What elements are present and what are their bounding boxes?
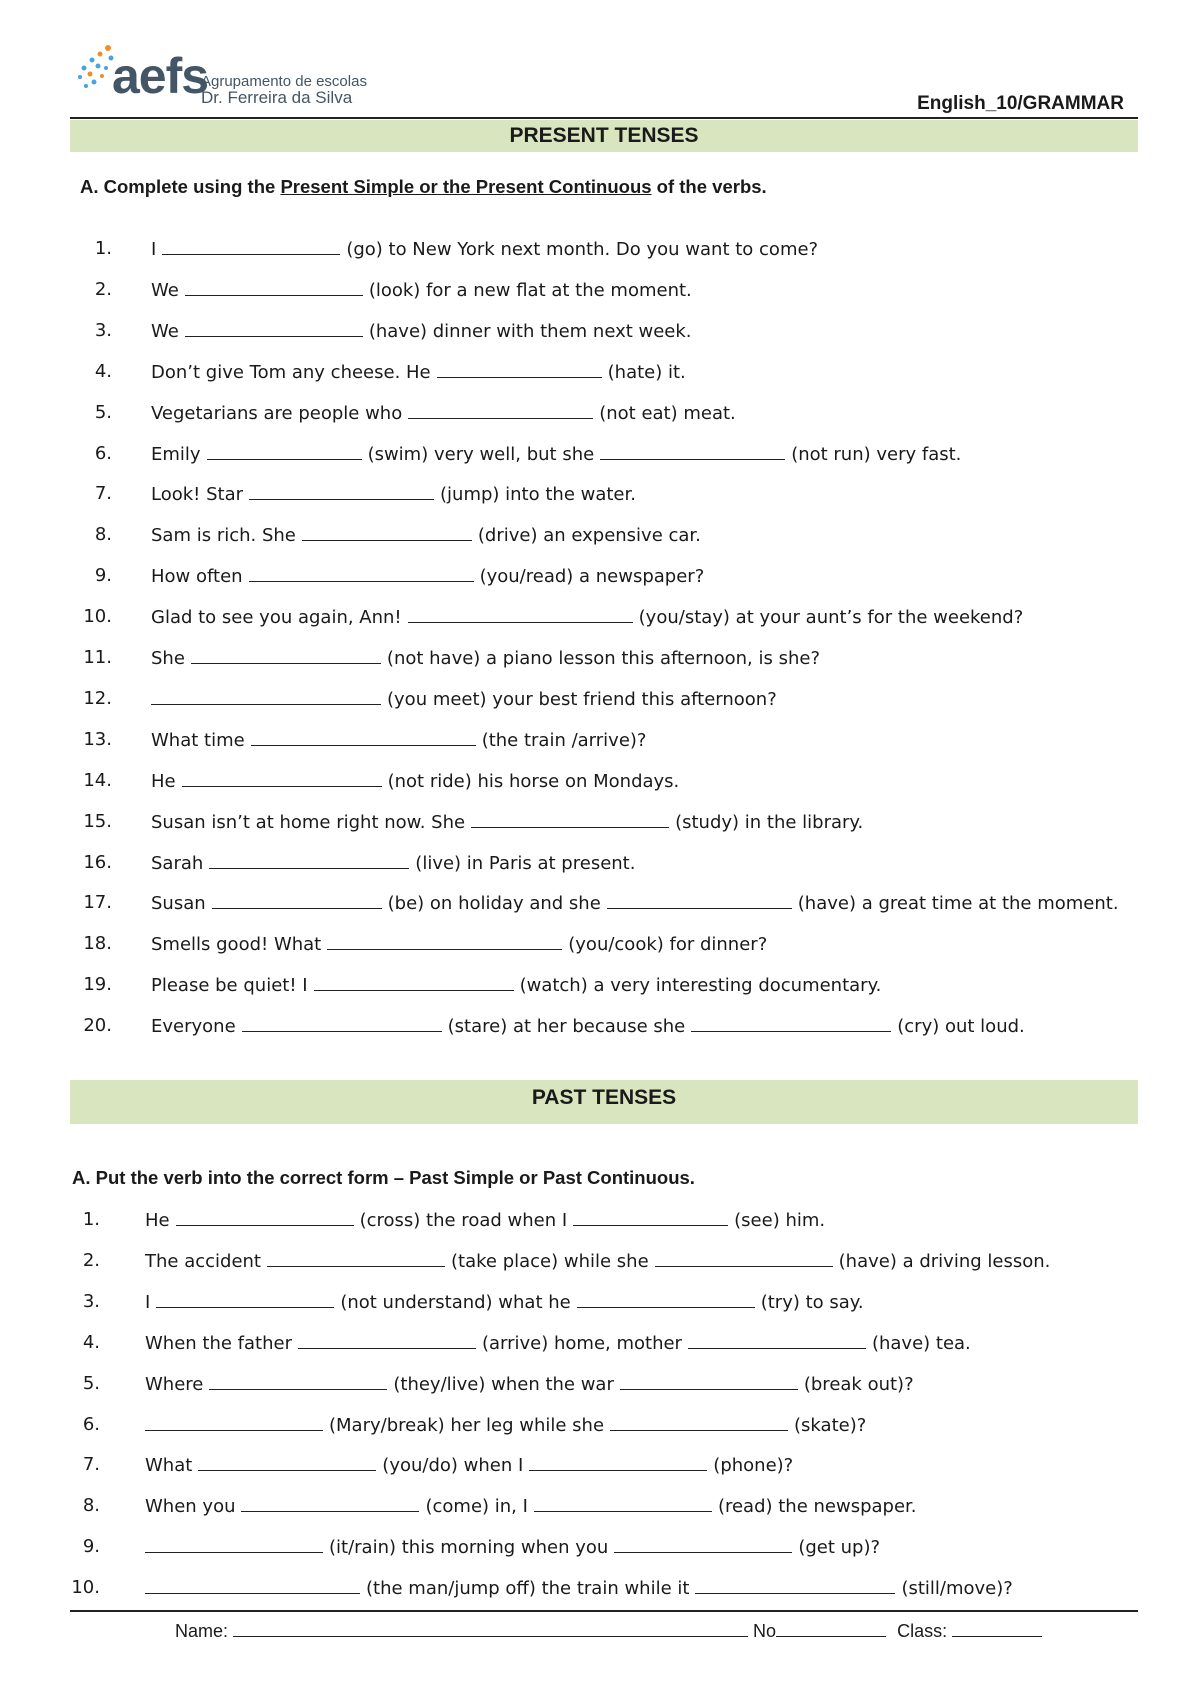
item-phrase: (read) the newspaper.: [717, 1496, 917, 1518]
item-phrase: Sam is rich. She: [151, 525, 296, 547]
answer-blank[interactable]: [145, 1535, 323, 1553]
answer-blank[interactable]: [573, 1208, 728, 1226]
name-field[interactable]: [233, 1618, 748, 1637]
answer-blank[interactable]: [408, 401, 593, 419]
answer-blank[interactable]: [437, 360, 602, 378]
item-text: [151, 401, 736, 426]
answer-blank[interactable]: [185, 278, 363, 296]
item-phrase: (phone)?: [713, 1455, 794, 1477]
item-text: [145, 1331, 971, 1356]
item-text: [151, 932, 767, 957]
item-phrase: (cross) the road when I: [359, 1210, 568, 1231]
course-label: English_10/GRAMMAR: [917, 93, 1124, 114]
item-text: [151, 810, 863, 835]
item-phrase: (stare) at her because she: [447, 1016, 686, 1038]
present-section-band: [70, 120, 1138, 152]
item-number: 17.: [83, 892, 112, 914]
item-text: [151, 769, 679, 794]
answer-blank[interactable]: [151, 687, 381, 705]
item-phrase: Please be quiet! I: [151, 975, 308, 997]
item-number: 3.: [82, 1290, 100, 1312]
item-phrase: We: [151, 320, 179, 342]
item-phrase: (watch) a very interesting documentary.: [519, 975, 882, 997]
item-phrase: Glad to see you again, Ann!: [151, 607, 402, 629]
item-phrase: I: [145, 1291, 151, 1313]
item-number: 6.: [82, 1413, 100, 1435]
item-number: 14.: [83, 769, 112, 791]
item-phrase: (not eat) meat.: [599, 402, 736, 424]
item-phrase: Everyone: [151, 1016, 236, 1038]
logo-wordmark: aefs: [112, 48, 209, 104]
item-text: [151, 237, 818, 262]
item-phrase: (have) a great time at the moment.: [797, 893, 1119, 915]
item-phrase: (you meet) your best friend this afternoon?: [387, 688, 777, 710]
item-number: 2.: [82, 1249, 100, 1271]
item-number: 6.: [94, 442, 112, 464]
item-phrase: Emily: [151, 443, 201, 465]
number-label: No: [753, 1621, 777, 1641]
item-text: [151, 442, 961, 467]
item-phrase: (study) in the library.: [675, 811, 864, 833]
answer-blank[interactable]: [241, 1494, 419, 1512]
item-phrase: Smells good! What: [151, 934, 322, 956]
school-logo: [78, 44, 367, 112]
item-number: 15.: [83, 810, 112, 832]
item-phrase: What: [145, 1455, 193, 1477]
item-number: 7.: [82, 1454, 100, 1476]
item-phrase: (live) in Paris at present.: [415, 852, 636, 874]
footer-rule: [70, 1610, 1138, 1612]
item-phrase: Susan isn’t at home right now. She: [151, 811, 466, 833]
item-phrase: (have) tea.: [871, 1332, 971, 1354]
answer-blank[interactable]: [212, 891, 382, 909]
item-phrase: (skate)?: [794, 1414, 867, 1436]
answer-blank[interactable]: [614, 1535, 792, 1553]
item-phrase: (you/do) when I: [382, 1455, 524, 1477]
item-text: [151, 1014, 1025, 1039]
item-phrase: Sarah: [151, 852, 204, 874]
item-number: 12.: [83, 687, 112, 709]
header-rule: [70, 117, 1138, 119]
item-phrase: (arrive) home, mother: [481, 1332, 682, 1354]
item-phrase: When the father: [145, 1332, 292, 1354]
item-number: 8.: [94, 524, 112, 546]
answer-blank[interactable]: [314, 973, 514, 991]
answer-blank[interactable]: [191, 646, 381, 664]
item-number: 2.: [94, 278, 112, 300]
item-text: [151, 605, 1023, 630]
item-phrase: (hate) it.: [607, 361, 686, 383]
item-phrase: (look) for a new flat at the moment.: [368, 279, 692, 301]
item-phrase: How often: [151, 566, 243, 588]
item-phrase: (not ride) his horse on Mondays.: [387, 770, 680, 792]
item-phrase: (break out)?: [803, 1373, 914, 1395]
answer-blank[interactable]: [620, 1372, 798, 1390]
item-phrase: What time: [151, 729, 245, 751]
answer-blank[interactable]: [534, 1494, 712, 1512]
item-number: 1.: [94, 238, 112, 259]
item-phrase: Look! Star: [151, 484, 244, 506]
answer-blank[interactable]: [156, 1290, 334, 1308]
present-section-title: PRESENT TENSES: [509, 124, 699, 147]
item-phrase: (you/read) a newspaper?: [479, 566, 705, 588]
item-number: 7.: [94, 483, 112, 505]
answer-blank[interactable]: [162, 237, 340, 255]
class-field[interactable]: [952, 1618, 1042, 1637]
number-field[interactable]: [776, 1618, 886, 1637]
answer-blank[interactable]: [145, 1413, 323, 1431]
item-text: [151, 564, 704, 589]
present-instruction: [80, 176, 767, 198]
item-text: [151, 278, 692, 303]
answer-blank[interactable]: [251, 728, 476, 746]
present-instruction-emphasis: Present Simple or the Present Continuous: [280, 176, 652, 197]
item-phrase: (Mary/break) her leg while she: [329, 1414, 605, 1436]
item-phrase: (you/stay) at your aunt’s for the weekend?: [638, 607, 1024, 629]
answer-blank[interactable]: [267, 1249, 445, 1267]
answer-blank[interactable]: [302, 523, 472, 541]
item-number: 9.: [94, 565, 112, 587]
answer-blank[interactable]: [610, 1413, 788, 1431]
past-section-band: [70, 1080, 1138, 1124]
item-phrase: We: [151, 279, 179, 301]
item-phrase: The accident: [145, 1250, 261, 1272]
item-number: 10.: [83, 606, 112, 628]
item-text: [145, 1413, 866, 1438]
item-phrase: (it/rain) this morning when you: [329, 1537, 609, 1559]
present-instruction-prefix: A. Complete using the: [80, 176, 281, 197]
item-number: 11.: [83, 647, 112, 668]
item-phrase: (be) on holiday and she: [387, 893, 601, 915]
item-phrase: He: [151, 770, 176, 792]
item-text: [151, 851, 635, 876]
item-phrase: (jump) into the water.: [440, 484, 636, 506]
logo-line-1: Agrupamento de escolas: [201, 73, 367, 90]
item-phrase: (drive) an expensive car.: [477, 525, 701, 547]
item-text: [151, 523, 701, 548]
item-text: [145, 1494, 917, 1519]
past-instruction: A. Put the verb into the correct form – Past Simple or Past Continuous.: [72, 1167, 695, 1188]
item-text: [151, 360, 686, 385]
item-number: 19.: [83, 974, 112, 996]
item-phrase: (you/cook) for dinner?: [568, 934, 768, 956]
item-phrase: (not understand) what he: [340, 1291, 571, 1313]
item-phrase: (swim) very well, but she: [367, 443, 595, 465]
item-phrase: I: [151, 239, 157, 260]
answer-blank[interactable]: [242, 1014, 442, 1032]
answer-blank[interactable]: [600, 442, 785, 460]
item-number: 13.: [83, 728, 112, 750]
item-number: 3.: [94, 319, 112, 341]
present-instruction-suffix: of the verbs.: [651, 176, 767, 197]
item-phrase: (go) to New York next month. Do you want to come?: [346, 239, 819, 260]
item-phrase: (the man/jump off) the train while it: [366, 1578, 690, 1600]
item-phrase: (still/move)?: [901, 1578, 1013, 1600]
answer-blank[interactable]: [207, 442, 362, 460]
item-text: [151, 973, 881, 998]
item-text: [151, 319, 692, 344]
item-number: 16.: [83, 851, 112, 873]
answer-blank[interactable]: [691, 1014, 891, 1032]
item-text: [151, 482, 636, 507]
item-phrase: (not run) very fast.: [791, 443, 962, 465]
item-phrase: (have) a driving lesson.: [838, 1250, 1051, 1272]
item-phrase: (get up)?: [798, 1537, 881, 1559]
answer-blank[interactable]: [327, 932, 562, 950]
answer-blank[interactable]: [471, 810, 669, 828]
answer-blank[interactable]: [249, 482, 434, 500]
answer-blank[interactable]: [655, 1249, 833, 1267]
answer-blank[interactable]: [577, 1290, 755, 1308]
item-phrase: (not have) a piano lesson this afternoon, is she?: [386, 648, 821, 669]
item-phrase: When you: [145, 1496, 236, 1518]
item-text: [151, 728, 646, 753]
item-text: [145, 1453, 793, 1478]
item-number: 1.: [82, 1209, 100, 1230]
class-label: Class:: [897, 1621, 948, 1641]
item-text: [145, 1290, 864, 1315]
item-text: [145, 1372, 914, 1397]
item-text: [151, 687, 777, 712]
item-number: 20.: [83, 1015, 112, 1037]
item-phrase: Susan: [151, 893, 206, 915]
item-text: [145, 1576, 1013, 1601]
item-text: [145, 1249, 1050, 1274]
answer-blank[interactable]: [529, 1453, 707, 1471]
answer-blank[interactable]: [145, 1576, 360, 1594]
item-number: 5.: [82, 1372, 100, 1394]
item-number: 9.: [82, 1536, 100, 1558]
past-section-title: PAST TENSES: [531, 1086, 677, 1109]
answer-blank[interactable]: [176, 1208, 354, 1226]
name-label: Name:: [175, 1621, 229, 1641]
item-phrase: Vegetarians are people who: [151, 402, 403, 424]
item-phrase: (have) dinner with them next week.: [368, 320, 692, 342]
item-phrase: He: [145, 1210, 170, 1231]
answer-blank[interactable]: [298, 1331, 476, 1349]
answer-blank[interactable]: [408, 605, 633, 623]
answer-blank[interactable]: [607, 891, 792, 909]
item-phrase: Don’t give Tom any cheese. He: [151, 361, 431, 383]
item-phrase: She: [151, 648, 185, 669]
logo-line-2: Dr. Ferreira da Silva: [201, 88, 353, 107]
answer-blank[interactable]: [695, 1576, 895, 1594]
student-info-footer: [175, 1618, 1042, 1642]
answer-blank[interactable]: [249, 564, 474, 582]
item-phrase: (the train /arrive)?: [481, 729, 647, 751]
item-text: [151, 891, 1119, 916]
item-phrase: (see) him.: [734, 1210, 826, 1231]
item-number: 8.: [82, 1495, 100, 1517]
item-number: 5.: [94, 401, 112, 423]
item-number: 10.: [71, 1577, 100, 1599]
item-phrase: (they/live) when the war: [393, 1373, 614, 1395]
item-phrase: (try) to say.: [760, 1291, 864, 1313]
answer-blank[interactable]: [182, 769, 382, 787]
item-phrase: (come) in, I: [425, 1496, 528, 1518]
answer-blank[interactable]: [688, 1331, 866, 1349]
item-phrase: (cry) out loud.: [897, 1016, 1025, 1038]
answer-blank[interactable]: [185, 319, 363, 337]
item-text: [145, 1535, 880, 1560]
item-phrase: Where: [145, 1373, 204, 1395]
item-text: [145, 1208, 825, 1233]
item-number: 18.: [83, 933, 112, 955]
item-number: 4.: [82, 1331, 100, 1353]
answer-blank[interactable]: [209, 851, 409, 869]
item-text: [151, 646, 820, 671]
answer-blank[interactable]: [198, 1453, 376, 1471]
answer-blank[interactable]: [209, 1372, 387, 1390]
item-phrase: (take place) while she: [451, 1250, 649, 1272]
item-number: 4.: [94, 360, 112, 382]
